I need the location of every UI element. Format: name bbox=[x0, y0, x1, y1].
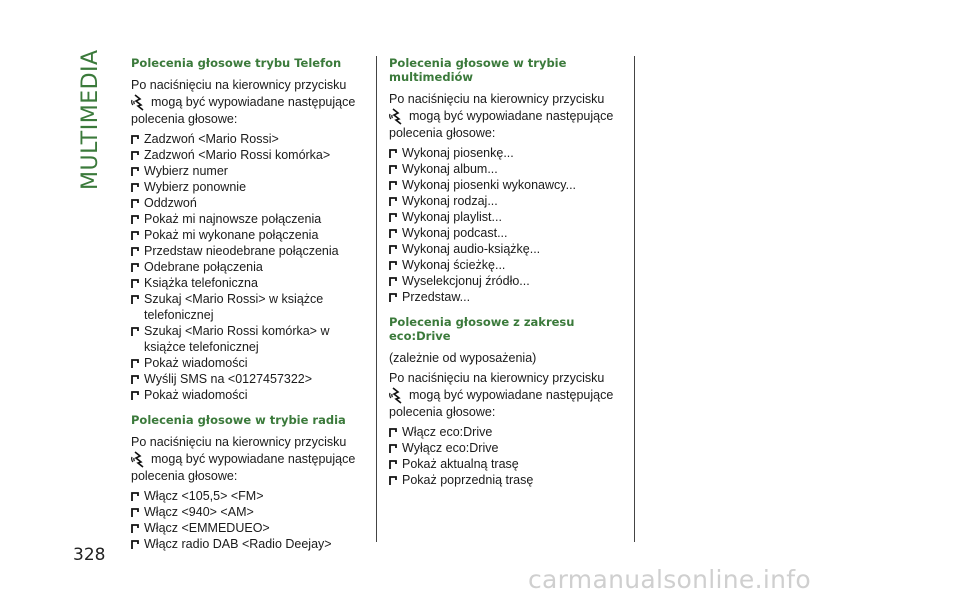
bullet-icon bbox=[131, 247, 139, 256]
ecodrive-intro: Po naciśnięciu na kierownicy przycisku mogą być wypowiadane następujące polecenia głosowe: bbox=[389, 371, 614, 419]
list-item: Wykonaj playlist... bbox=[389, 209, 624, 225]
phone-command-list bbox=[131, 131, 366, 403]
left-column bbox=[131, 56, 366, 562]
bullet-icon bbox=[131, 359, 139, 368]
bullet-icon bbox=[131, 263, 139, 272]
column-divider bbox=[634, 56, 635, 542]
list-item: Wykonaj piosenkę... bbox=[389, 145, 624, 161]
bullet-icon bbox=[389, 261, 397, 270]
bullet-icon bbox=[131, 391, 139, 400]
bullet-icon bbox=[131, 215, 139, 224]
list-item: Pokaż aktualną trasę bbox=[389, 456, 624, 472]
list-item: Wyselekcjonuj źródło... bbox=[389, 273, 624, 289]
bullet-icon bbox=[389, 476, 397, 485]
list-item: Wybierz ponownie bbox=[131, 179, 366, 195]
ecodrive-commands-section bbox=[389, 315, 624, 488]
bullet-icon bbox=[389, 213, 397, 222]
list-item: Wykonaj ścieżkę... bbox=[389, 257, 624, 273]
list-item: Włącz <EMMEDUEO> bbox=[131, 520, 366, 536]
list-item: Pokaż mi wykonane połączenia bbox=[131, 227, 366, 243]
bullet-icon bbox=[131, 167, 139, 176]
bullet-icon bbox=[389, 245, 397, 254]
radio-intro: Po naciśnięciu na kierownicy przycisku mogą być wypowiadane następujące polecenia głosowe: bbox=[131, 435, 356, 483]
list-item: Pokaż poprzednią trasę bbox=[389, 472, 624, 488]
multimedia-intro: Po naciśnięciu na kierownicy przycisku mogą być wypowiadane następujące polecenia głosowe: bbox=[389, 92, 614, 140]
list-item: Oddzwoń bbox=[131, 195, 366, 211]
bullet-icon bbox=[131, 295, 139, 304]
bullet-icon bbox=[131, 183, 139, 192]
bullet-icon bbox=[131, 199, 139, 208]
ecodrive-note: (zależnie od wyposażenia) bbox=[389, 351, 537, 365]
bullet-icon bbox=[131, 327, 139, 336]
bullet-icon bbox=[389, 181, 397, 190]
voice-command-icon bbox=[389, 386, 405, 404]
list-item: Zadzwoń <Mario Rossi> bbox=[131, 131, 366, 147]
list-item: Włącz <105,5> <FM> bbox=[131, 488, 366, 504]
voice-command-icon bbox=[389, 107, 405, 125]
voice-command-icon bbox=[131, 450, 147, 468]
watermark: carmanualsonline.info bbox=[528, 565, 811, 594]
list-item: Pokaż wiadomości bbox=[131, 387, 366, 403]
list-item: Książka telefoniczna bbox=[131, 275, 366, 291]
bullet-icon bbox=[131, 151, 139, 160]
column-divider bbox=[376, 56, 377, 542]
radio-commands-section bbox=[131, 413, 366, 552]
list-item: Przedstaw nieodebrane połączenia bbox=[131, 243, 366, 259]
right-column bbox=[389, 56, 624, 498]
list-item: Przedstaw... bbox=[389, 289, 624, 305]
bullet-icon bbox=[389, 197, 397, 206]
multimedia-commands-section bbox=[389, 56, 624, 305]
page-number: 328 bbox=[73, 545, 106, 565]
phone-heading: Polecenia głosowe trybu Telefon bbox=[131, 56, 342, 70]
list-item: Wyłącz eco:Drive bbox=[389, 440, 624, 456]
radio-command-list bbox=[131, 488, 366, 552]
list-item: Szukaj <Mario Rossi komórka> w książce telefonicznej bbox=[131, 323, 366, 355]
bullet-icon bbox=[131, 135, 139, 144]
bullet-icon bbox=[389, 460, 397, 469]
bullet-icon bbox=[131, 231, 139, 240]
ecodrive-command-list bbox=[389, 424, 624, 488]
list-item: Wybierz numer bbox=[131, 163, 366, 179]
list-item: Zadzwoń <Mario Rossi komórka> bbox=[131, 147, 366, 163]
bullet-icon bbox=[389, 149, 397, 158]
bullet-icon bbox=[389, 277, 397, 286]
voice-command-icon bbox=[131, 93, 147, 111]
list-item: Wykonaj piosenki wykonawcy... bbox=[389, 177, 624, 193]
bullet-icon bbox=[131, 279, 139, 288]
bullet-icon bbox=[389, 444, 397, 453]
list-item: Pokaż wiadomości bbox=[131, 355, 366, 371]
list-item: Odebrane połączenia bbox=[131, 259, 366, 275]
multimedia-command-list bbox=[389, 145, 624, 305]
multimedia-heading: Polecenia głosowe w trybie multimediów bbox=[389, 56, 567, 84]
bullet-icon bbox=[389, 428, 397, 437]
list-item: Włącz <940> <AM> bbox=[131, 504, 366, 520]
list-item: Szukaj <Mario Rossi> w książce telefonicznej bbox=[131, 291, 366, 323]
bullet-icon bbox=[389, 165, 397, 174]
list-item: Wykonaj album... bbox=[389, 161, 624, 177]
bullet-icon bbox=[389, 293, 397, 302]
list-item: Włącz radio DAB <Radio Deejay> bbox=[131, 536, 366, 552]
list-item: Wykonaj rodzaj... bbox=[389, 193, 624, 209]
list-item: Wykonaj podcast... bbox=[389, 225, 624, 241]
list-item: Włącz eco:Drive bbox=[389, 424, 624, 440]
bullet-icon bbox=[131, 492, 139, 501]
list-item: Wykonaj audio-książkę... bbox=[389, 241, 624, 257]
bullet-icon bbox=[389, 229, 397, 238]
section-title: MULTIMEDIA bbox=[78, 49, 103, 190]
ecodrive-heading: Polecenia głosowe z zakresu eco:Drive bbox=[389, 315, 575, 343]
phone-commands-section bbox=[131, 56, 366, 403]
bullet-icon bbox=[131, 540, 139, 549]
phone-intro: Po naciśnięciu na kierownicy przycisku mogą być wypowiadane następujące polecenia głosowe: bbox=[131, 78, 356, 126]
bullet-icon bbox=[131, 524, 139, 533]
radio-heading: Polecenia głosowe w trybie radia bbox=[131, 413, 346, 427]
list-item: Pokaż mi najnowsze połączenia bbox=[131, 211, 366, 227]
list-item: Wyślij SMS na <0127457322> bbox=[131, 371, 366, 387]
bullet-icon bbox=[131, 375, 139, 384]
bullet-icon bbox=[131, 508, 139, 517]
